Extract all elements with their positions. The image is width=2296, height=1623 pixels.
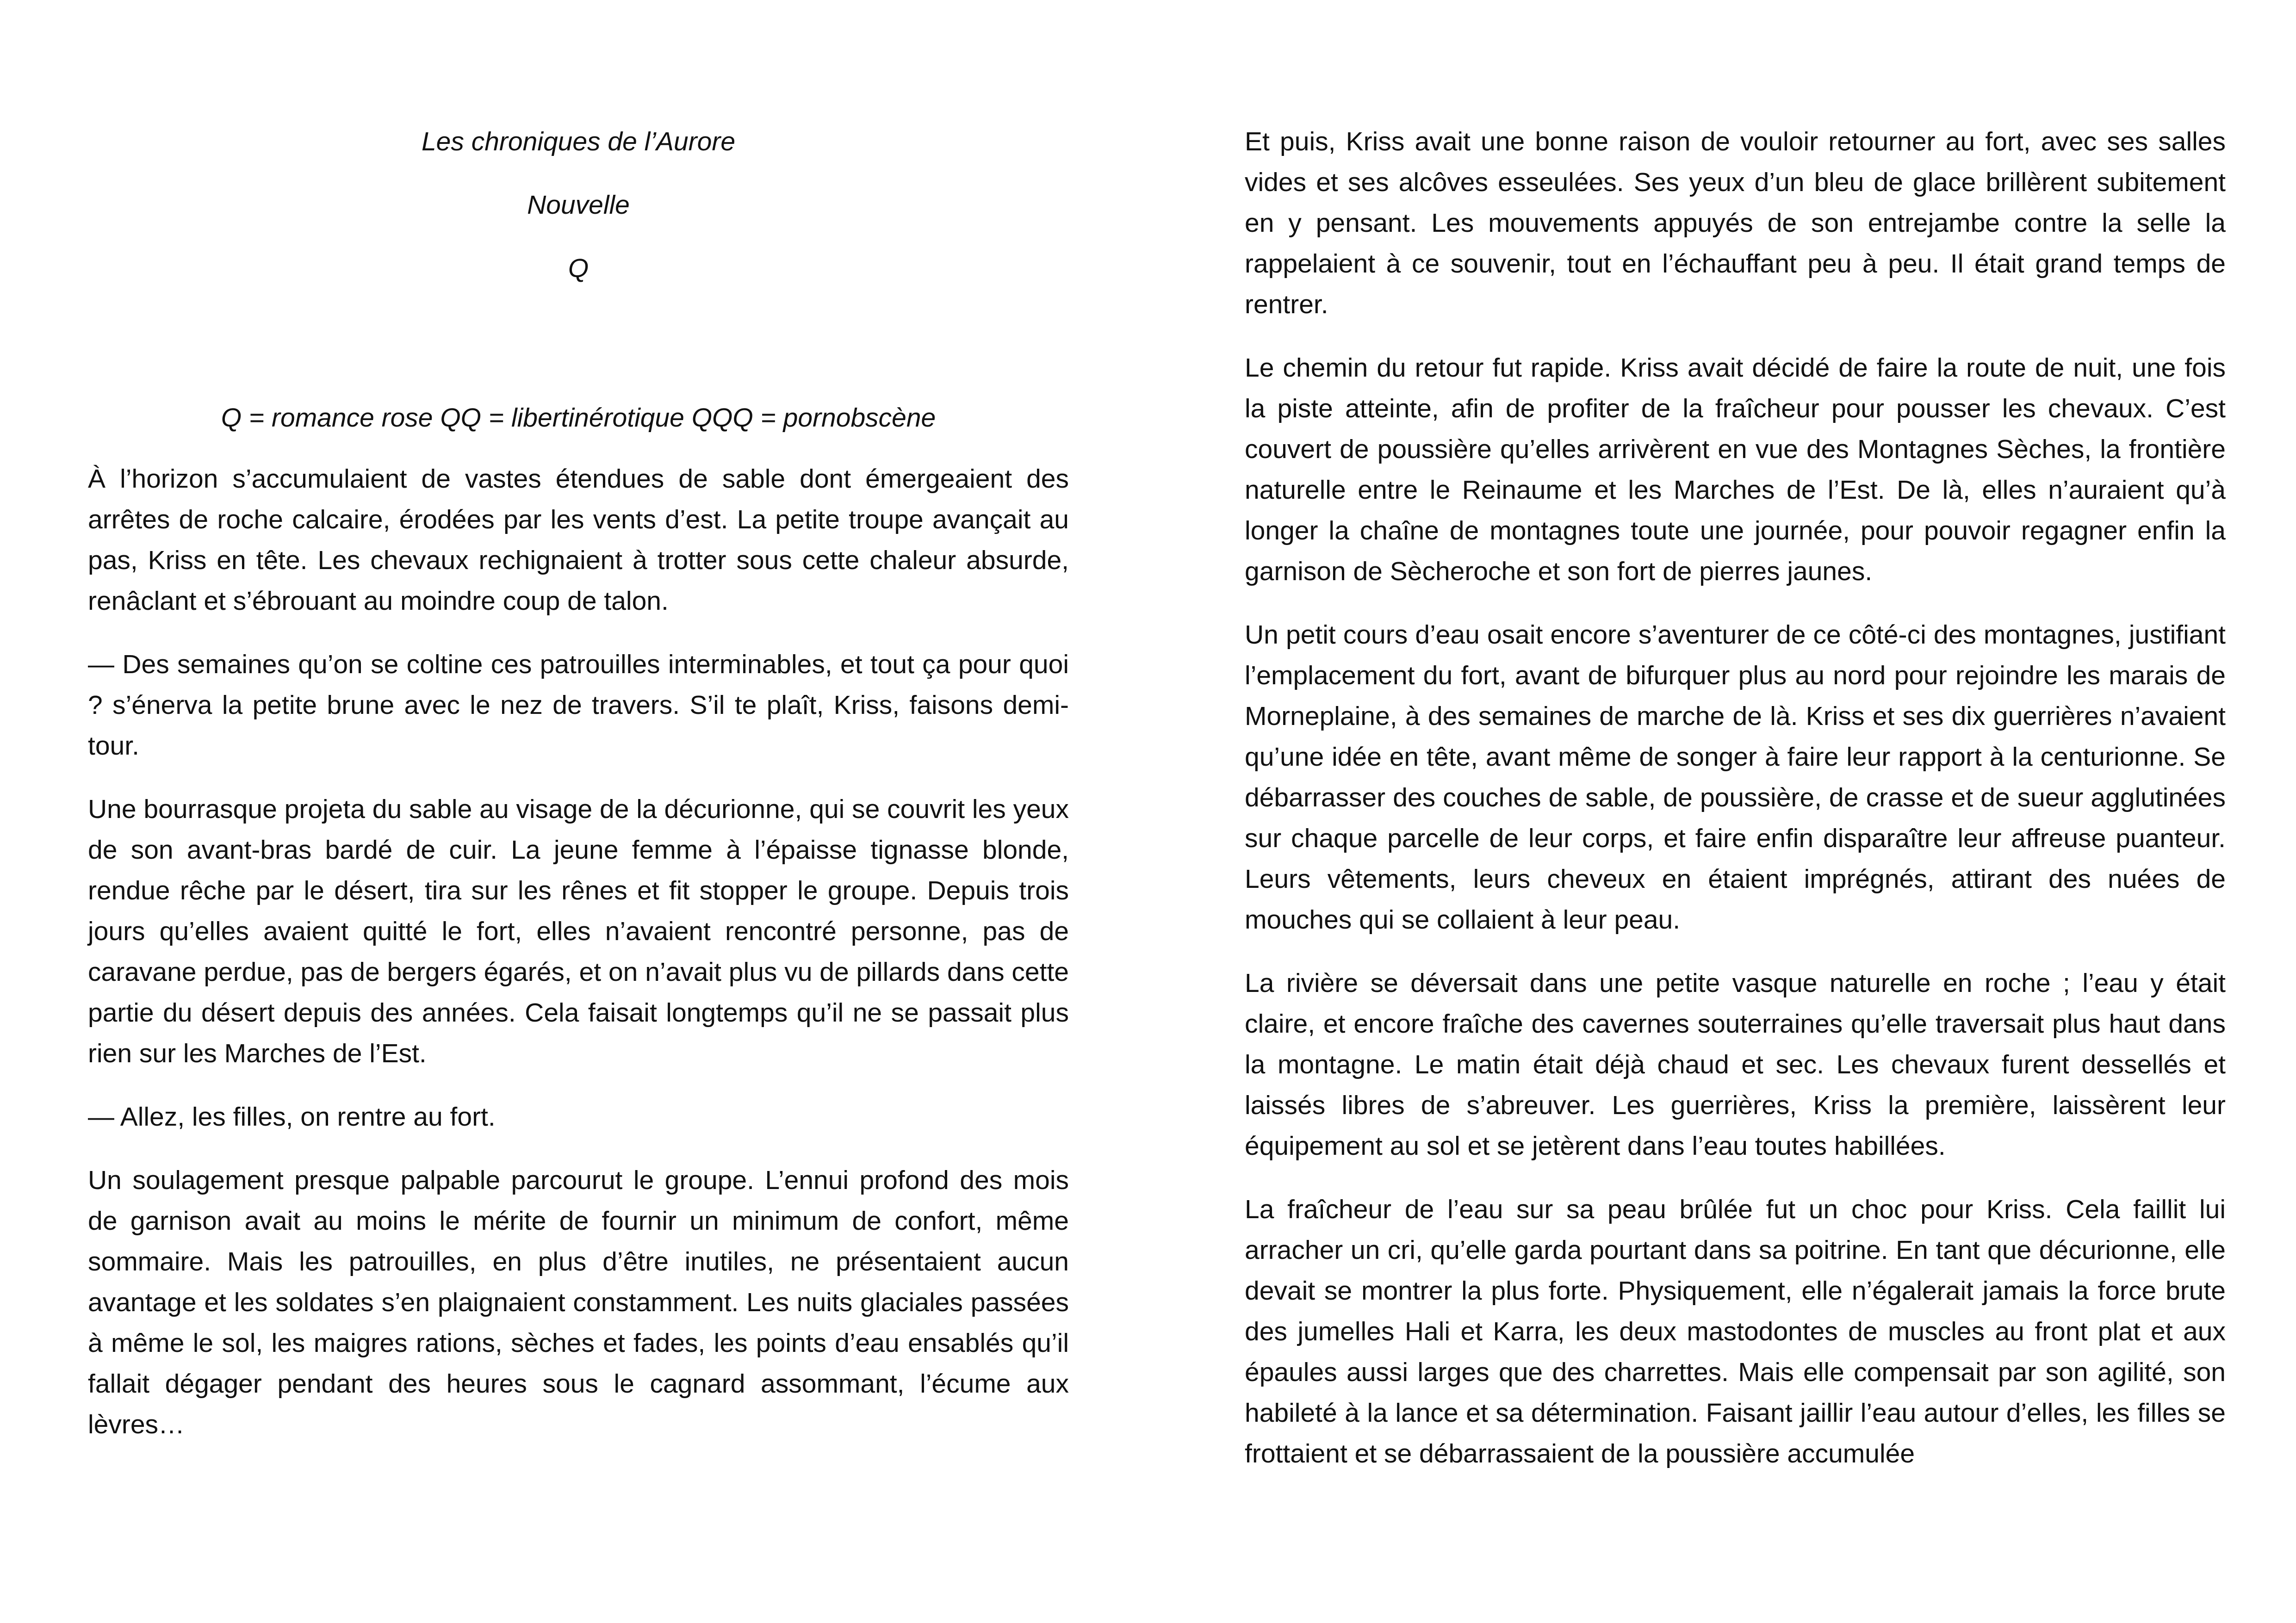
right-page [1245, 121, 2226, 1497]
series-title: Les chroniques de l’Aurore [421, 127, 736, 156]
paragraph: Et puis, Kriss avait une bonne raison de vouloir retourner au fort, avec ses salles vides et ses alcôves esseulées. Ses yeux d’un bleu de glace brillèrent subitement en y pensant. Les mouvements appuyés de son entrejambe contre la selle la rappelaient à ce souvenir, tout en l’échauffant peu à peu. Il était grand temps de rentrer. [1245, 127, 2226, 319]
title-block [88, 121, 1069, 289]
title-spacer [88, 311, 1069, 397]
paragraph: Le chemin du retour fut rapide. Kriss avait décidé de faire la route de nuit, une fois la piste atteinte, afin de profiter de la fraîcheur pour pousser les chevaux. C’est couvert de poussière qu’elles arrivèrent en vue des Montagnes Sèches, la frontière naturelle entre le Reinaume et les Marches de l’Est. De là, elles n’auraient qu’à longer la chaîne de montagnes toute une journée, pour pouvoir regagner enfin la garnison de Sècheroche et son fort de pierres jaunes. [1245, 353, 2226, 586]
paragraph: Un petit cours d’eau osait encore s’aventurer de ce côté-ci des montagnes, justifiant l’emplacement du fort, avant de bifurquer plus au nord pour rejoindre les marais de Morneplaine, à des semaines de marche de là. Kriss et ses dix guerrières n’avaient qu’une idée en tête, avant même de songer à faire leur rapport à la centurionne. Se débarrasser des couches de sable, de poussière, de crasse et de sueur agglutinées sur chaque parcelle de leur corps, et faire enfin disparaître leur affreuse puanteur. Leurs vêtements, leurs cheveux en étaient imprégnés, attirant des nuées de mouches qui se collaient à leur peau. [1245, 620, 2226, 935]
paragraph: — Allez, les filles, on rentre au fort. [88, 1102, 496, 1132]
paragraph: Une bourrasque projeta du sable au visage de la décurionne, qui se couvrit les yeux de son avant-bras bardé de cuir. La jeune femme à l’épaisse tignasse blonde, rendue rêche par le désert, tira sur les rênes et fit stopper le groupe. Depuis trois jours qu’elles avaient quitté le fort, elles n’avaient rencontré personne, pas de caravane perdue, pas de bergers égarés, et on n’avait plus vu de pillards dans cette partie du désert depuis des années. Cela faisait longtemps qu’il ne se passait plus rien sur les Marches de l’Est. [88, 794, 1069, 1068]
rating-legend: Q = romance rose QQ = libertinérotique QQQ = pornobscène [221, 403, 936, 433]
genre-label: Nouvelle [527, 190, 630, 220]
paragraph: À l’horizon s’accumulaient de vastes étendues de sable dont émergeaient des arrêtes de roche calcaire, érodées par les vents d’est. La petite troupe avançait au pas, Kriss en tête. Les chevaux rechignaient à trotter sous cette chaleur absurde, renâclant et s’ébrouant au moindre coup de talon. [88, 464, 1069, 616]
paragraph: — Des semaines qu’on se coltine ces patrouilles interminables, et tout ça pour quoi ? s’énerva la petite brune avec le nez de travers. S’il te plaît, Kriss, faisons demi-tour. [88, 650, 1069, 761]
paragraph: La fraîcheur de l’eau sur sa peau brûlée fut un choc pour Kriss. Cela faillit lui arracher un cri, qu’elle garda pourtant dans sa poitrine. En tant que décurionne, elle devait se montrer la plus forte. Physiquement, elle n’égalerait jamais la force brute des jumelles Hali et Karra, les deux mastodontes de muscles au front plat et aux épaules aussi larges que des charrettes. Mais elle compensait par son agilité, son habileté à la lance et sa détermination. Faisant jaillir l’eau autour d’elles, les filles se frottaient et se débarrassaient de la poussière accumulée [1245, 1195, 2226, 1468]
paragraph: Un soulagement presque palpable parcourut le groupe. L’ennui profond des mois de garnison avait au moins le mérite de fournir un minimum de confort, même sommaire. Mais les patrouilles, en plus d’être inutiles, ne présentaient aucun avantage et les soldates s’en plaignaient constamment. Les nuits glaciales passées à même le sol, les maigres rations, sèches et fades, les points d’eau ensablés qu’il fallait dégager pendant des heures sous le cagnard assommant, l’écume aux lèvres… [88, 1165, 1069, 1439]
paragraph: La rivière se déversait dans une petite vasque naturelle en roche ; l’eau y était claire, et encore fraîche des cavernes souterraines qu’elle traversait plus haut dans la montagne. Le matin était déjà chaud et sec. Les chevaux furent dessellés et laissés libres de s’abreuver. Les guerrières, Kriss la première, laissèrent leur équipement au sol et se jetèrent dans l’eau toutes habillées. [1245, 968, 2226, 1161]
rating-label: Q [568, 254, 589, 283]
left-page [88, 121, 1069, 1468]
